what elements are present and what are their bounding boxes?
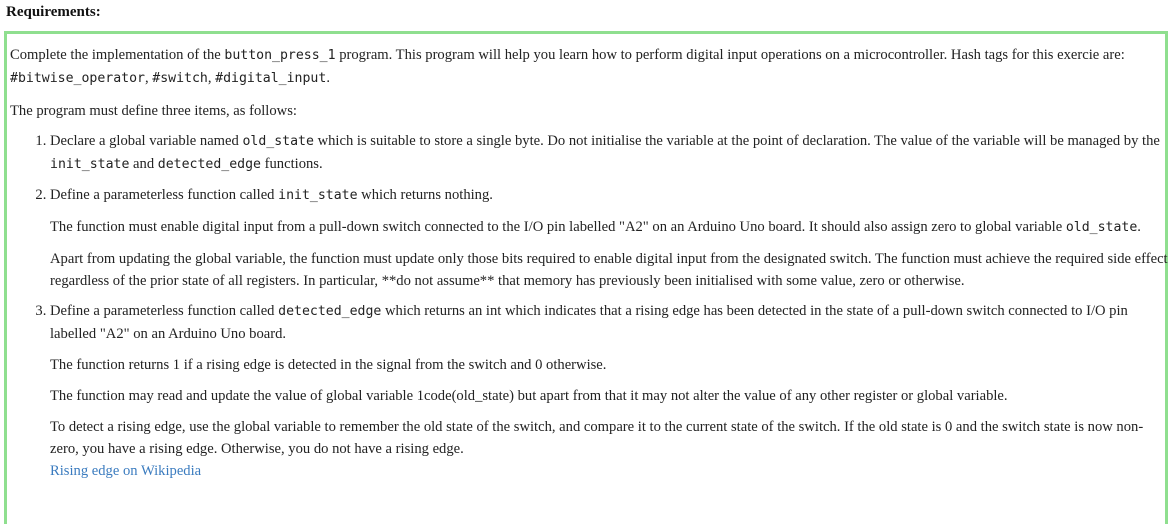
detected-edge-code: detected_edge bbox=[157, 157, 261, 172]
item2-p1-text-2: which returns nothing. bbox=[357, 187, 493, 203]
detected-edge-function-code: detected_edge bbox=[278, 304, 382, 319]
item3-p1-text-1: Define a parameterless function called bbox=[50, 303, 279, 319]
intro-paragraph bbox=[10, 44, 1170, 90]
item3-p1-text-2: which returns an int which indicates that a rising edge has been detected in the state of a pull-down switch connected to I/O pin labelled "A2" on an Arduino Uno board. bbox=[50, 303, 1128, 342]
hashtag-bitwise-operator: #bitwise_operator bbox=[10, 71, 145, 86]
hashtag-digital-input: #digital_input bbox=[215, 71, 327, 86]
list-item-global-variable bbox=[50, 130, 1170, 176]
init-state-code: init_state bbox=[50, 157, 130, 172]
items-intro-paragraph: The program must define three items, as follows: bbox=[10, 103, 297, 119]
item2-p2-text-2: . bbox=[1137, 219, 1141, 235]
hashtag-switch: #switch bbox=[152, 71, 208, 86]
item1-text-2: which is suitable to store a single byte. Do not initialise the variable at the point of declaration. The value of the variable will be managed by the bbox=[313, 133, 1160, 149]
item3-paragraph-4: To detect a rising edge, use the global variable to remember the old state of the switch, and compare it to the current state of the switch. If the old state is 0 and the switch state is now non-zero, you have a rising edge. Otherwise, you do not have a rising edge. bbox=[50, 419, 1144, 457]
requirements-content bbox=[10, 44, 1170, 482]
item1-text-4: functions. bbox=[261, 156, 323, 172]
item2-paragraph-1 bbox=[50, 184, 1170, 207]
item2-paragraph-3: Apart from updating the global variable, the function must update only those bits required to enable digital input from the designated switch. The function must achieve the required side effect regardless of the prior state of all registers. In particular, **do not assume** that memory has previously been initialised with some value, zero or otherwise. bbox=[50, 251, 1168, 289]
intro-text-1: Complete the implementation of the bbox=[10, 47, 225, 63]
init-state-function-code: init_state bbox=[278, 188, 358, 203]
old-state-assign-code: old_state bbox=[1065, 220, 1138, 235]
item1-text-3: and bbox=[129, 156, 158, 172]
item1-text-1: Declare a global variable named bbox=[50, 133, 243, 149]
intro-text-4: , bbox=[207, 70, 216, 86]
requirements-heading: Requirements: bbox=[6, 4, 101, 20]
program-name-code: button_press_1 bbox=[224, 48, 336, 63]
item2-p1-text-1: Define a parameterless function called bbox=[50, 187, 279, 203]
intro-text-2: program. This program will help you learn how to perform digital input operations on a microcontroller. Hash tags for this exercie are: bbox=[335, 47, 1125, 63]
requirements-list bbox=[10, 130, 1170, 482]
intro-text-3: , bbox=[144, 70, 153, 86]
item3-paragraph-1 bbox=[50, 300, 1170, 345]
item3-paragraph-3: The function may read and update the value of global variable 1code(old_state) but apart from that it may not alter the value of any other register or global variable. bbox=[50, 388, 1008, 404]
old-state-code: old_state bbox=[242, 134, 314, 149]
intro-text-5: . bbox=[326, 70, 330, 86]
rising-edge-wikipedia-link[interactable]: Rising edge on Wikipedia bbox=[50, 463, 202, 479]
item3-paragraph-2: The function returns 1 if a rising edge is detected in the signal from the switch and 0 otherwise. bbox=[50, 357, 607, 373]
list-item-detected-edge bbox=[50, 300, 1170, 482]
list-item-init-state bbox=[50, 184, 1170, 292]
item2-p2-text-1: The function must enable digital input from a pull-down switch connected to the I/O pin labelled "A2" on an Arduino Uno board. It should also assign zero to global variable bbox=[50, 219, 1066, 235]
item1-paragraph bbox=[50, 130, 1170, 176]
item2-paragraph-2 bbox=[50, 216, 1170, 239]
